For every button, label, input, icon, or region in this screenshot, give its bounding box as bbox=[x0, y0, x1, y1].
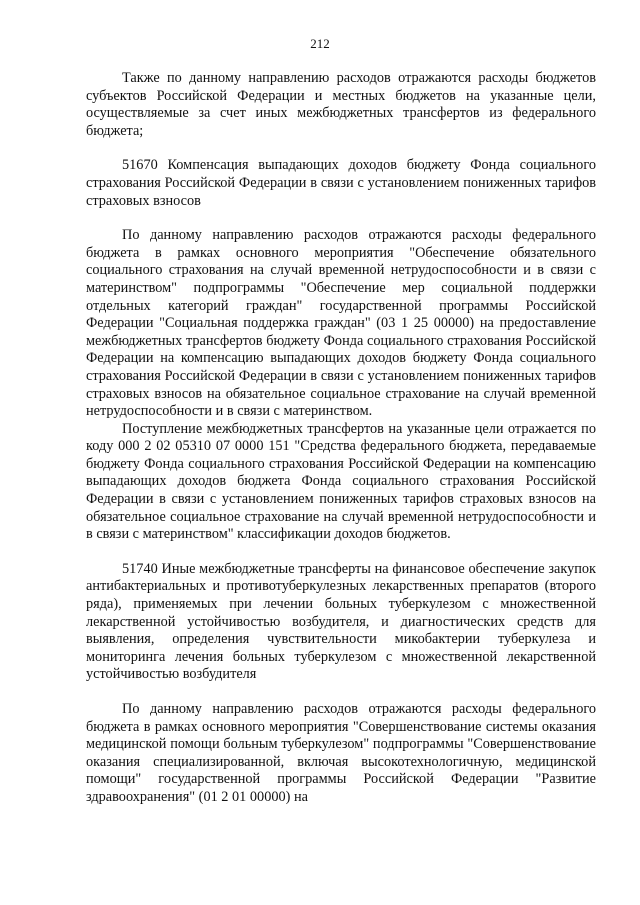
paragraph-51670-description: По данному направлению расходов отражаются расходы федерального бюджета в рамках основного мероприятия "Обеспечение обязательного социального страхования на случай временной нетрудоспособности и в связи с материнством" подпрограммы "Обеспечение мер социальной поддержки отдельных категорий граждан" государственной программы Российской Федерации "Социальная поддержка граждан" (03 1 25 00000) на предоставление межбюджетных трансфертов бюджету Фонда социального страхования Российской Федерации на компенсацию выпадающих доходов бюджету Фонда социального страхования Российской Федерации в связи с установлением пониженных тарифов страховых взносов на обязательное социальное страхование на случай временной нетрудоспособности и в связи с материнством. bbox=[86, 227, 596, 420]
paragraph-51740-heading: 51740 Иные межбюджетные трансферты на финансовое обеспечение закупок антибактериальных и противотуберкулезных лекарственных препаратов (второго ряда), применяемых при лечении больных туберкулезом с множественной лекарственной устойчивостью возбудителя, и диагностических средств для выявления, определения чувствительности микобактерии туберкулеза и мониторинга лечения больных туберкулезом с множественной лекарственной устойчивостью возбудителя bbox=[86, 560, 596, 683]
page-number: 212 bbox=[310, 36, 330, 51]
paragraph-51740-description: По данному направлению расходов отражаются расходы федерального бюджета в рамках основного мероприятия "Совершенствование системы оказания медицинской помощи больным туберкулезом" подпрограммы "Совершенствование оказания специализированной, включая высокотехнологичную, медицинской помощи" государственной программы Российской Федерации "Развитие здравоохранения" (01 2 01 00000) на bbox=[86, 701, 596, 805]
paragraph-51670-heading: 51670 Компенсация выпадающих доходов бюджету Фонда социального страхования Российской Федерации в связи с установлением пониженных тарифов страховых взносов bbox=[86, 157, 596, 209]
document-body bbox=[86, 70, 596, 807]
paragraph-51670-revenue-code: Поступление межбюджетных трансфертов на указанные цели отражается по коду 000 2 02 05310 07 0000 151 "Средства федерального бюджета, передаваемые бюджету Фонда социального страхования Российской Федерации на компенсацию выпадающих доходов бюджета Фонда социального страхования Российской Федерации в связи с установлением пониженных тарифов страховых взносов на обязательное социальное страхование на случай временной нетрудоспособности и в связи с материнством" классификации доходов бюджетов. bbox=[86, 420, 596, 543]
paragraph-other-transfers-note: Также по данному направлению расходов отражаются расходы бюджетов субъектов Российской Федерации и местных бюджетов на указанные цели, осуществляемые за счет иных межбюджетных трансфертов из федерального бюджета; bbox=[86, 70, 596, 139]
